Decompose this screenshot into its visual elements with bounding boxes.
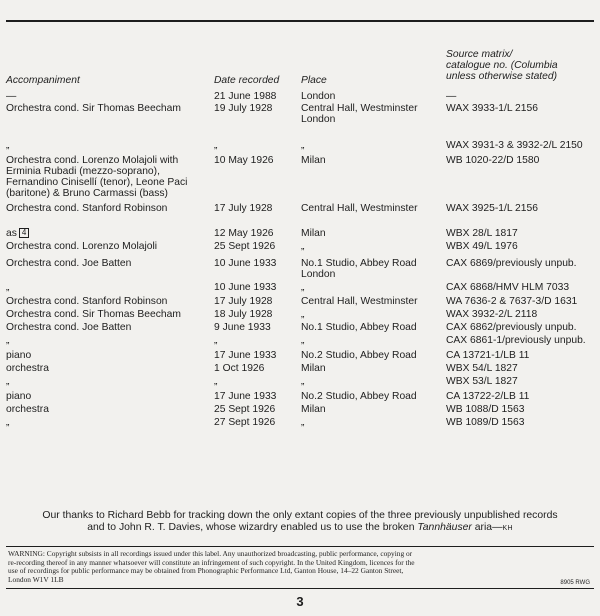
source-cell-text: WAX 3932-2/L 2118 bbox=[446, 309, 538, 320]
header-source-line: catalogue no. (Columbia bbox=[446, 60, 558, 71]
source-cell bbox=[446, 404, 524, 415]
accompaniment-cell-text: piano bbox=[6, 350, 32, 361]
accompaniment-cell bbox=[6, 228, 211, 239]
source-cell-text: WAX 3925-1/L 2156 bbox=[446, 203, 538, 214]
accompaniment-cell bbox=[6, 296, 211, 307]
place-cell bbox=[301, 282, 443, 293]
date-cell bbox=[214, 391, 276, 402]
warning-line: re-recording thereof in any manner whatsoever will constitute an infringement of such copyright. In the United Kingdom, licences for the bbox=[8, 557, 415, 567]
accompaniment-cell bbox=[6, 322, 211, 333]
place-cell bbox=[301, 296, 443, 307]
accompaniment-cell bbox=[6, 258, 211, 269]
date-cell-text: „ bbox=[214, 140, 218, 151]
date-cell bbox=[214, 258, 276, 269]
source-cell-text: WBX 49/L 1976 bbox=[446, 241, 518, 252]
place-cell bbox=[301, 350, 443, 361]
source-cell bbox=[446, 258, 577, 269]
accompaniment-cell-text: Orchestra cond. Stanford Robinson bbox=[6, 203, 168, 214]
place-cell-text: London bbox=[301, 91, 336, 102]
place-cell-text: Central Hall, Westminster bbox=[301, 203, 418, 214]
source-cell-text: WA 7636-2 & 7637-3/D 1631 bbox=[446, 296, 578, 307]
date-cell-text: 25 Sept 1926 bbox=[214, 241, 276, 252]
header-source-line: unless otherwise stated) bbox=[446, 71, 558, 82]
source-cell bbox=[446, 322, 577, 333]
header-date: Date recorded bbox=[214, 75, 280, 86]
accompaniment-cell bbox=[6, 376, 211, 387]
accompaniment-cell-text: piano bbox=[6, 391, 32, 402]
place-cell bbox=[301, 391, 443, 402]
date-cell-text: 17 June 1933 bbox=[214, 350, 277, 361]
source-cell-text: WBX 28/L 1817 bbox=[446, 228, 518, 239]
date-cell-text: 10 June 1933 bbox=[214, 258, 277, 269]
thanks-opera-title: Tannhäuser bbox=[417, 522, 472, 533]
accompaniment-cell bbox=[6, 203, 211, 214]
place-cell-text: Milan bbox=[301, 228, 326, 239]
place-cell-text: „ bbox=[301, 376, 305, 387]
place-cell bbox=[301, 91, 443, 102]
date-cell bbox=[214, 155, 274, 166]
thanks-line-1: Our thanks to Richard Bebb for tracking down the only extant copies of the three previously unpublished records bbox=[42, 510, 558, 521]
accompaniment-cell-text: „ bbox=[6, 417, 10, 428]
accompaniment-cell-text: as bbox=[6, 228, 17, 239]
place-cell bbox=[301, 140, 443, 151]
date-cell-text: 10 June 1933 bbox=[214, 282, 277, 293]
top-rule bbox=[6, 20, 594, 22]
accompaniment-cell-text: „ bbox=[6, 376, 10, 387]
date-cell-text: 9 June 1933 bbox=[214, 322, 271, 333]
date-cell bbox=[214, 91, 276, 102]
header-place: Place bbox=[301, 75, 327, 86]
place-cell-text: „ bbox=[301, 241, 305, 252]
header-source-line: Source matrix/ bbox=[446, 49, 513, 60]
date-cell-text: 17 July 1928 bbox=[214, 296, 273, 307]
thanks-line-2-text: and to John R. T. Davies, whose wizardry enabled us to use the broken bbox=[87, 522, 418, 533]
source-cell bbox=[446, 335, 586, 346]
source-cell bbox=[446, 155, 539, 166]
date-cell-text: 10 May 1926 bbox=[214, 155, 274, 166]
source-cell-text: WAX 3933-1/L 2156 bbox=[446, 103, 538, 114]
date-cell bbox=[214, 376, 217, 387]
accompaniment-cell bbox=[6, 103, 211, 114]
source-cell-text: CAX 6869/previously unpub. bbox=[446, 258, 577, 269]
source-cell-text: WB 1088/D 1563 bbox=[446, 404, 525, 415]
source-cell-text: CAX 6862/previously unpub. bbox=[446, 322, 577, 333]
date-cell bbox=[214, 103, 272, 114]
page-number: 3 bbox=[296, 594, 304, 609]
date-cell-text: 21 June 1988 bbox=[214, 91, 277, 102]
accompaniment-cell bbox=[6, 417, 211, 428]
source-cell bbox=[446, 309, 537, 320]
header-source bbox=[446, 49, 596, 82]
source-cell bbox=[446, 103, 538, 114]
date-cell bbox=[214, 203, 272, 214]
place-cell bbox=[301, 241, 443, 252]
place-cell-text: Milan bbox=[301, 155, 326, 166]
source-cell-text: CAX 6868/HMV HLM 7033 bbox=[446, 282, 570, 293]
accompaniment-cell bbox=[6, 404, 211, 415]
accompaniment-cell bbox=[6, 335, 211, 346]
source-cell-text: WAX 3931-3 & 3932-2/L 2150 bbox=[446, 140, 583, 151]
place-cell bbox=[301, 417, 443, 428]
accompaniment-cell bbox=[6, 391, 211, 402]
date-cell bbox=[214, 363, 264, 374]
date-cell-text: 27 Sept 1926 bbox=[214, 417, 276, 428]
date-cell-text: 25 Sept 1926 bbox=[214, 404, 276, 415]
source-cell bbox=[446, 363, 518, 374]
header-accompaniment: Accompaniment bbox=[6, 75, 80, 86]
date-cell bbox=[214, 140, 217, 151]
date-cell-text: „ bbox=[214, 376, 218, 387]
source-cell bbox=[446, 91, 456, 102]
place-cell-text: Milan bbox=[301, 363, 326, 374]
source-cell bbox=[446, 203, 538, 214]
place-cell-text: „ bbox=[301, 140, 305, 151]
accompaniment-cell bbox=[6, 309, 211, 320]
place-cell-text: No.1 Studio, Abbey Road bbox=[301, 322, 417, 333]
place-cell bbox=[301, 309, 443, 320]
place-cell-text: No.2 Studio, Abbey Road bbox=[301, 350, 417, 361]
date-cell bbox=[214, 350, 276, 361]
catalogue-code: 8905 RWG bbox=[560, 580, 590, 586]
accompaniment-cell-text: — bbox=[6, 91, 17, 102]
source-cell-text: — bbox=[446, 91, 457, 102]
place-cell-text: „ bbox=[301, 335, 305, 346]
source-cell bbox=[446, 350, 529, 361]
date-cell bbox=[214, 309, 272, 320]
source-cell bbox=[446, 140, 583, 151]
place-cell bbox=[301, 258, 443, 280]
accompaniment-cell-text: Orchestra cond. Lorenzo Molajoli with Erminia Rubadi (mezzo-soprano), Fernandino Cinisellí (tenor), Leone Paci (baritone) & Bruno Carmassi (bass) bbox=[6, 155, 188, 199]
place-cell-text: No.2 Studio, Abbey Road bbox=[301, 391, 417, 402]
accompaniment-cell bbox=[6, 350, 211, 361]
acknowledgement bbox=[20, 510, 580, 535]
source-cell bbox=[446, 241, 518, 252]
accompaniment-cell-text: orchestra bbox=[6, 363, 49, 374]
date-cell-text: „ bbox=[214, 335, 218, 346]
date-cell bbox=[214, 322, 271, 333]
date-cell bbox=[214, 296, 272, 307]
source-cell-text: WBX 54/L 1827 bbox=[446, 363, 518, 374]
accompaniment-cell bbox=[6, 155, 211, 199]
date-cell bbox=[214, 335, 217, 346]
place-cell bbox=[301, 376, 443, 387]
place-cell bbox=[301, 322, 443, 333]
date-cell bbox=[214, 228, 274, 239]
date-cell bbox=[214, 241, 275, 252]
date-cell bbox=[214, 417, 275, 428]
accompaniment-cell-text: „ bbox=[6, 335, 10, 346]
place-cell-text: „ bbox=[301, 282, 305, 293]
source-cell-text: WB 1089/D 1563 bbox=[446, 417, 525, 428]
place-cell-text: „ bbox=[301, 417, 305, 428]
thanks-initials: KH bbox=[502, 525, 513, 532]
source-cell-text: CA 13721-1/LB 11 bbox=[446, 350, 530, 361]
warning-line: use of recordings for public performance may be obtained from Phonographic Performance Ltd, Ganton House, 14–22 Ganton Street, bbox=[8, 566, 404, 576]
accompaniment-cell bbox=[6, 282, 211, 293]
accompaniment-cell-text: Orchestra cond. Sir Thomas Beecham bbox=[6, 309, 181, 320]
place-cell-text: Central Hall, Westminster bbox=[301, 296, 418, 307]
place-cell-text: „ bbox=[301, 309, 305, 320]
date-cell-text: 18 July 1928 bbox=[214, 309, 273, 320]
accompaniment-cell-text: Orchestra cond. Joe Batten bbox=[6, 258, 132, 269]
source-cell bbox=[446, 391, 529, 402]
place-cell bbox=[301, 363, 443, 374]
accompaniment-cell-text: Orchestra cond. Lorenzo Molajoli bbox=[6, 241, 158, 252]
date-cell-text: 12 May 1926 bbox=[214, 228, 274, 239]
place-cell-text: Central Hall, Westminster London bbox=[301, 103, 418, 125]
place-cell bbox=[301, 103, 443, 125]
accompaniment-cell bbox=[6, 241, 211, 252]
copyright-warning bbox=[6, 546, 594, 589]
warning-line: WARNING: Copyright subsists in all recordings issued under this label. Any unauthorized broadcasting, public performance, copying or bbox=[8, 549, 413, 558]
date-cell bbox=[214, 404, 275, 415]
source-cell bbox=[446, 282, 569, 293]
accompaniment-cell-text: „ bbox=[6, 140, 10, 151]
thanks-line-2 bbox=[20, 522, 580, 535]
source-cell-text: CA 13722-2/LB 11 bbox=[446, 391, 530, 402]
accompaniment-cell-text: „ bbox=[6, 282, 10, 293]
source-cell bbox=[446, 417, 524, 428]
date-cell bbox=[214, 282, 276, 293]
date-cell-text: 17 July 1928 bbox=[214, 203, 273, 214]
source-cell bbox=[446, 296, 577, 307]
source-cell-text: WBX 53/L 1827 bbox=[446, 376, 518, 387]
place-cell bbox=[301, 335, 443, 346]
date-cell-text: 17 June 1933 bbox=[214, 391, 277, 402]
accompaniment-cell-text: Orchestra cond. Sir Thomas Beecham bbox=[6, 103, 181, 114]
place-cell bbox=[301, 155, 443, 166]
thanks-line-2-end: aria— bbox=[471, 522, 503, 533]
accompaniment-cell bbox=[6, 363, 211, 374]
accompaniment-cell bbox=[6, 140, 211, 151]
date-cell-text: 1 Oct 1926 bbox=[214, 363, 265, 374]
source-cell bbox=[446, 228, 518, 239]
place-cell bbox=[301, 404, 443, 415]
warning-line: London W1V 1LB bbox=[8, 574, 64, 584]
place-cell bbox=[301, 203, 443, 214]
source-cell bbox=[446, 376, 518, 387]
accompaniment-cell-text: Orchestra cond. Stanford Robinson bbox=[6, 296, 168, 307]
accompaniment-cell bbox=[6, 91, 211, 102]
accompaniment-cell-text: orchestra bbox=[6, 404, 49, 415]
place-cell bbox=[301, 228, 443, 239]
place-cell-text: No.1 Studio, Abbey Road London bbox=[301, 258, 417, 280]
place-cell-text: Milan bbox=[301, 404, 326, 415]
cross-reference-box: 4 bbox=[19, 228, 29, 238]
date-cell-text: 19 July 1928 bbox=[214, 103, 273, 114]
source-cell-text: WB 1020-22/D 1580 bbox=[446, 155, 540, 166]
source-cell-text: CAX 6861-1/previously unpub. bbox=[446, 335, 586, 346]
accompaniment-cell-text: Orchestra cond. Joe Batten bbox=[6, 322, 132, 333]
